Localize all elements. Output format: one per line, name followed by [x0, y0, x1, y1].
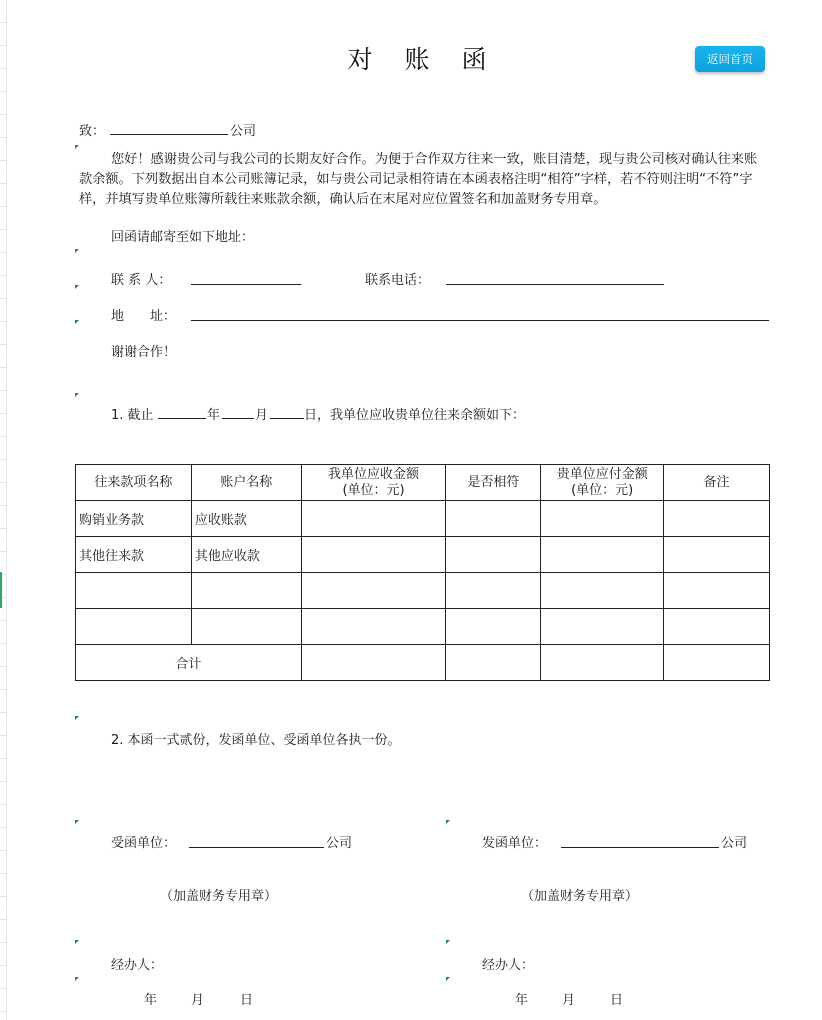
receiver-year: 年: [144, 993, 158, 1008]
to-company-field[interactable]: [110, 120, 228, 135]
total-label: 合计: [76, 645, 302, 681]
cutoff-year-field[interactable]: [158, 404, 206, 419]
total-row: [76, 645, 770, 681]
receiver-day: 日: [240, 993, 254, 1008]
match-cell[interactable]: [446, 501, 541, 537]
page-title: 对 账 函: [347, 45, 499, 74]
remarks-cell[interactable]: [664, 573, 770, 609]
header-your-payable-unit: (单位：元): [571, 482, 634, 498]
phone-label: 联系电话：: [365, 273, 431, 288]
your-amount-cell[interactable]: [541, 573, 664, 609]
item1-day: 日，我单位应收贵单位往来余额如下：: [304, 408, 526, 423]
your-amount-cell[interactable]: [541, 609, 664, 645]
cell-comment-marker: [446, 820, 450, 824]
cell-comment-marker: [75, 320, 79, 324]
row-item-name: 购销业务款: [76, 501, 192, 537]
active-row-marker: [0, 572, 2, 608]
table-header-row: [76, 465, 770, 501]
remarks-cell[interactable]: [664, 609, 770, 645]
header-account-name: 账户名称: [191, 465, 301, 501]
cutoff-month-field[interactable]: [222, 404, 254, 419]
our-amount-cell[interactable]: [301, 537, 446, 573]
remarks-cell[interactable]: [664, 501, 770, 537]
item1-month: 月: [255, 408, 269, 423]
return-home-button[interactable]: 返回首页: [695, 46, 765, 72]
header-match: 是否相符: [446, 465, 541, 501]
table-row: [76, 537, 770, 573]
contact-field[interactable]: [191, 270, 301, 285]
empty-account-cell[interactable]: [191, 609, 301, 645]
cell-comment-marker: [75, 285, 79, 289]
table-row: [76, 573, 770, 609]
cell-comment-marker: [446, 940, 450, 944]
reconciliation-table: [75, 464, 770, 681]
total-remarks-cell[interactable]: [664, 645, 770, 681]
your-amount-cell[interactable]: [541, 501, 664, 537]
to-suffix: 公司: [230, 124, 257, 139]
sender-year: 年: [515, 993, 529, 1008]
sender-label: 发函单位：: [482, 836, 548, 851]
item2-text: 2. 本函一式贰份，发函单位、受函单位各执一份。: [111, 733, 401, 748]
reply-address-line: 回函请邮寄至如下地址：: [111, 230, 255, 245]
cell-comment-marker: [75, 393, 79, 397]
header-remarks: 备注: [664, 465, 770, 501]
receiver-stamp-note: （加盖财务专用章）: [160, 889, 278, 904]
header-item-name: 往来款项名称: [76, 465, 192, 501]
our-amount-cell[interactable]: [301, 573, 446, 609]
sender-suffix: 公司: [721, 836, 748, 851]
cell-comment-marker: [75, 940, 79, 944]
thanks-text: 谢谢合作！: [111, 345, 177, 360]
to-label: 致：: [79, 124, 106, 139]
sender-company-field[interactable]: [561, 833, 719, 848]
receiver-label: 受函单位：: [111, 836, 177, 851]
match-cell[interactable]: [446, 573, 541, 609]
match-cell[interactable]: [446, 537, 541, 573]
sheet-row-gutter: [0, 0, 7, 1020]
total-match-cell[interactable]: [446, 645, 541, 681]
table-row: [76, 609, 770, 645]
cell-comment-marker: [446, 977, 450, 981]
intro-paragraph: 您好！感谢贵公司与我公司的长期友好合作。为便于合作双方往来一致，账目清楚，现与贵公司核对确认往来账款余额。下列数据出自本公司账簿记录，如与贵公司记录相符请在本函表格注明“相符”字样，若不符则注明“不符”字样，并填写贵单位账簿所载往来账款余额，确认后在末尾对应位置签名和加盖财务专用章。: [79, 152, 758, 207]
table-row: [76, 501, 770, 537]
remarks-cell[interactable]: [664, 537, 770, 573]
header-our-receivable: [301, 465, 446, 501]
sender-stamp-note: （加盖财务专用章）: [521, 889, 639, 904]
header-your-payable: [541, 465, 664, 501]
empty-account-cell[interactable]: [191, 573, 301, 609]
empty-item-cell[interactable]: [76, 573, 192, 609]
receiver-handler-label: 经办人：: [111, 958, 164, 973]
our-amount-cell[interactable]: [301, 609, 446, 645]
header-our-receivable-unit: (单位：元): [342, 482, 405, 498]
address-field[interactable]: [191, 306, 769, 321]
our-amount-cell[interactable]: [301, 501, 446, 537]
sender-handler-label: 经办人：: [482, 958, 535, 973]
cell-comment-marker: [75, 716, 79, 720]
cell-comment-marker: [75, 977, 79, 981]
phone-field[interactable]: [446, 270, 664, 285]
row-item-name: 其他往来款: [76, 537, 192, 573]
total-your-amount-cell[interactable]: [541, 645, 664, 681]
receiver-suffix: 公司: [326, 836, 353, 851]
header-our-receivable-title: 我单位应收金额: [328, 466, 420, 482]
receiver-month: 月: [191, 993, 205, 1008]
total-our-amount-cell[interactable]: [301, 645, 446, 681]
contact-label: 联 系 人：: [111, 273, 172, 288]
address-label: 地 址：: [111, 309, 177, 324]
item1-year: 年: [207, 408, 221, 423]
sender-day: 日: [610, 993, 624, 1008]
match-cell[interactable]: [446, 609, 541, 645]
your-amount-cell[interactable]: [541, 537, 664, 573]
cell-comment-marker: [75, 249, 79, 253]
cell-comment-marker: [75, 145, 79, 149]
cell-comment-marker: [75, 820, 79, 824]
sender-month: 月: [562, 993, 576, 1008]
receiver-company-field[interactable]: [189, 833, 324, 848]
row-account-name: 应收账款: [191, 501, 301, 537]
cutoff-day-field[interactable]: [270, 404, 304, 419]
empty-item-cell[interactable]: [76, 609, 192, 645]
header-your-payable-title: 贵单位应付金额: [556, 466, 648, 482]
row-account-name: 其他应收款: [191, 537, 301, 573]
item1-prefix: 1. 截止: [111, 408, 154, 423]
